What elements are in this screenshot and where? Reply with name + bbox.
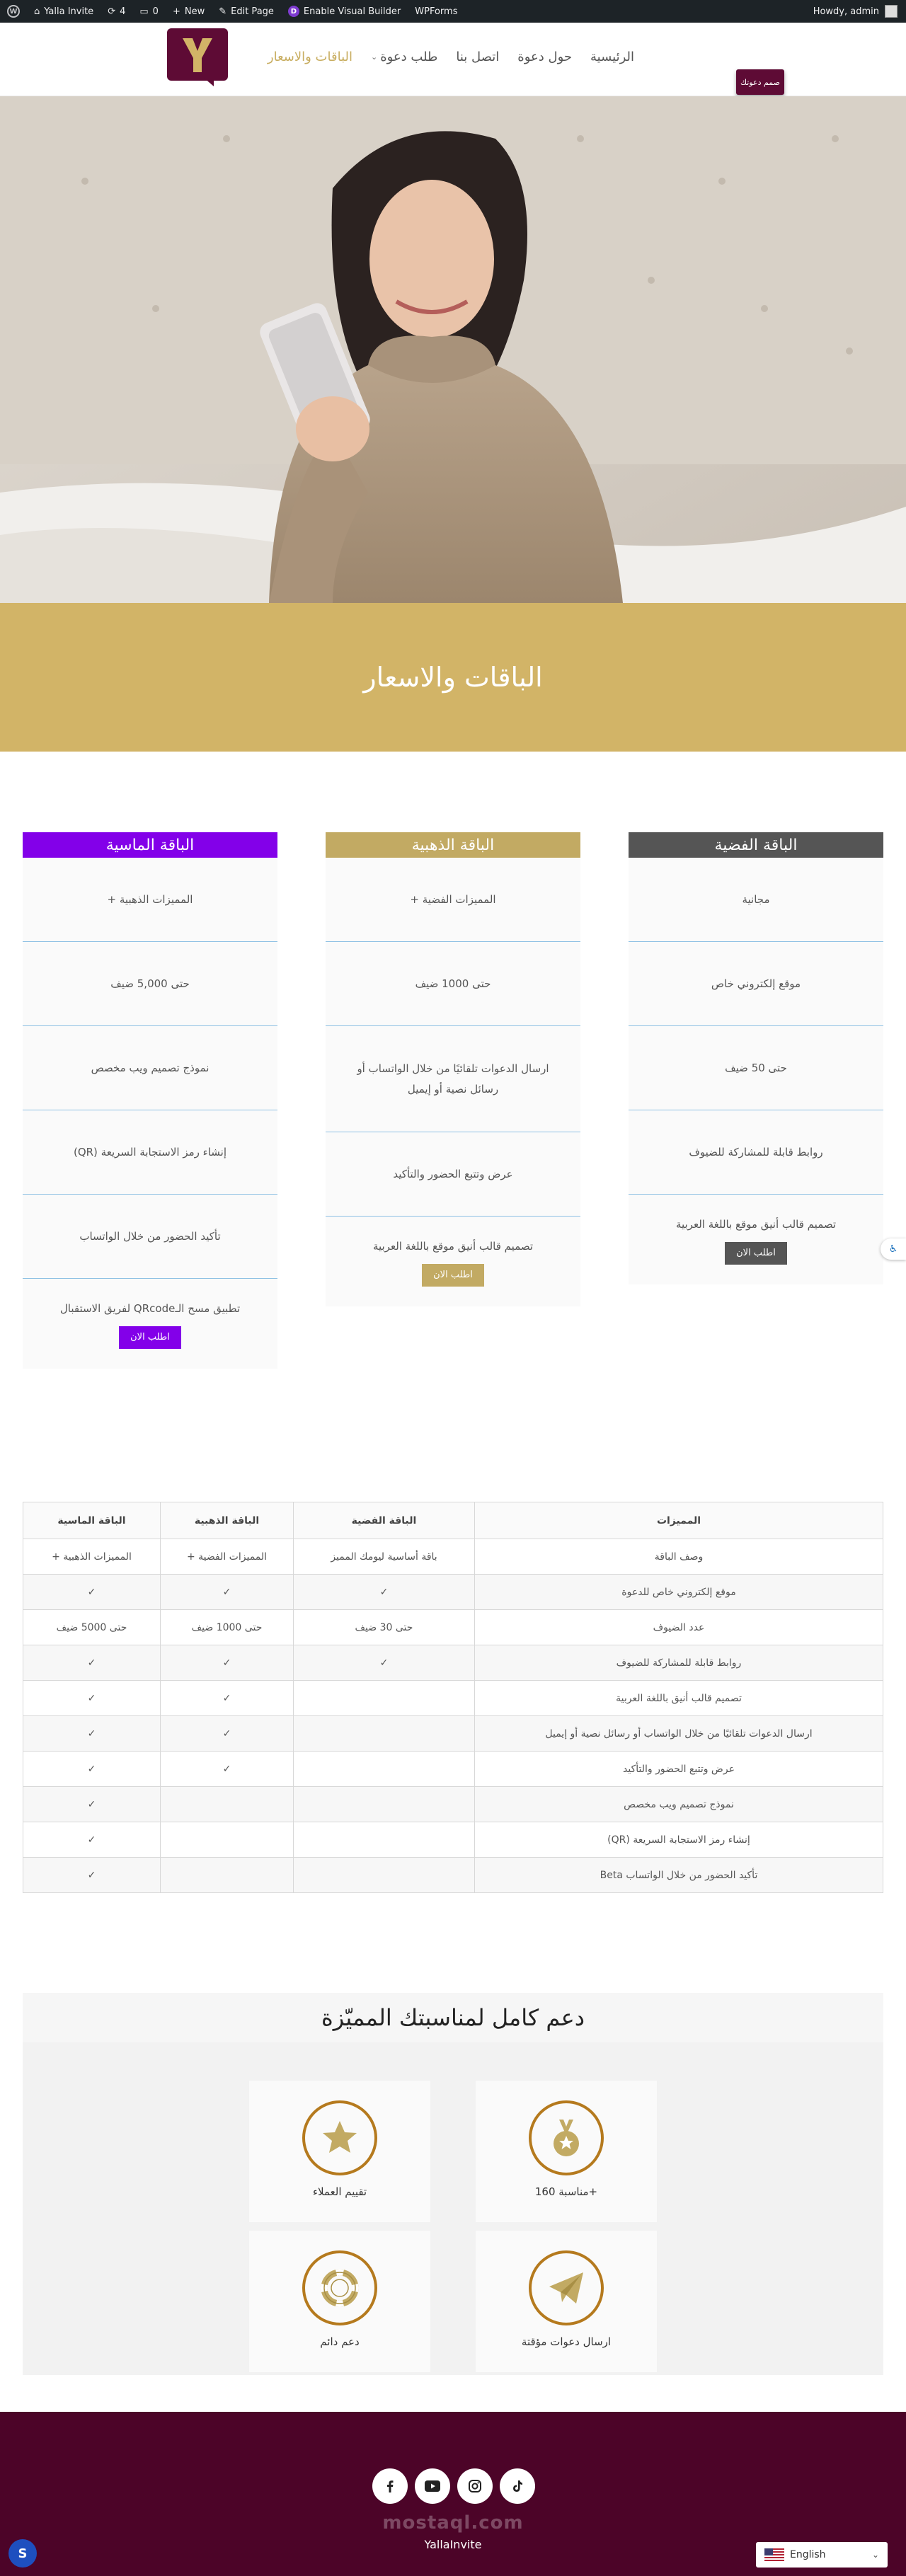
card-feature: حتى 5,000 ضيف [23, 942, 277, 1026]
avatar[interactable] [885, 5, 898, 18]
pencil-icon: ✎ [219, 6, 227, 17]
woman-with-phone-photo [0, 96, 906, 603]
table-cell: وصف الباقة [475, 1539, 883, 1575]
logo-y-icon [181, 35, 214, 75]
table-cell: حتى 5000 ضيف [23, 1610, 161, 1645]
star-icon [302, 2100, 377, 2175]
star-graphic [319, 2117, 361, 2159]
divi-icon: D [288, 6, 299, 17]
feature-box-reviews [249, 2081, 430, 2222]
table-row [23, 1681, 883, 1716]
table-cell: ✓ [23, 1787, 161, 1822]
table-cell: ✓ [161, 1575, 294, 1610]
site-name-link[interactable]: ⌂ Yalla Invite [34, 6, 94, 17]
facebook-glyph [383, 2479, 397, 2493]
nav-request-invite[interactable]: ⌄ طلب دعوة [370, 50, 438, 64]
comment-icon: ▭ [139, 6, 149, 17]
card-feature: حتى 50 ضيف [629, 1026, 883, 1110]
wpforms-link[interactable]: WPForms [415, 6, 458, 17]
table-cell: + المميزات الفضية [161, 1539, 294, 1575]
table-cell: ✓ [294, 1645, 475, 1681]
column-header: الباقة الماسية [23, 1502, 161, 1539]
card-feature: تصميم قالب أنيق موقع باللغة العربية [675, 1218, 837, 1231]
nav-packages[interactable]: الباقات والاسعار [267, 50, 352, 64]
nav-about[interactable]: حول دعوة [517, 50, 572, 64]
home-icon: ⌂ [34, 6, 40, 17]
card-feature: لفريق الاستقبال QRcodeتطبيق مسح الـ [59, 1302, 241, 1315]
tiktok-icon[interactable] [500, 2468, 535, 2504]
table-cell: حتى 30 ضيف [294, 1610, 475, 1645]
table-cell [294, 1858, 475, 1893]
feature-box-events [476, 2081, 657, 2222]
table-cell: ✓ [294, 1575, 475, 1610]
hero-image [0, 96, 906, 603]
support-section [23, 1993, 883, 2375]
main-nav [268, 50, 634, 64]
youtube-glyph [425, 2480, 440, 2492]
chat-widget-button[interactable] [8, 2539, 37, 2568]
site-header [0, 23, 906, 96]
paper-plane-graphic [545, 2267, 587, 2309]
column-header: الباقة الذهبية [161, 1502, 294, 1539]
table-row [23, 1645, 883, 1681]
table-cell [161, 1858, 294, 1893]
feature-label: تقييم العملاء [312, 2185, 367, 2198]
card-title: الباقة الماسية [23, 832, 277, 858]
order-now-button[interactable]: اطلب الان [725, 1242, 787, 1265]
card-feature: عرض وتتبع الحضور والتأكيد [326, 1132, 580, 1217]
nav-contact[interactable]: اتصل بنا [456, 50, 500, 64]
table-cell: ✓ [23, 1575, 161, 1610]
comparison-table [23, 1502, 883, 1893]
medal-icon [529, 2100, 604, 2175]
us-flag-icon [764, 2548, 784, 2561]
table-header-row [23, 1502, 883, 1539]
medal-graphic [545, 2117, 587, 2159]
table-cell: (QR) إنشاء رمز الاستجابة السريعة [475, 1822, 883, 1858]
column-header: المميزات [475, 1502, 883, 1539]
card-feature: مجانية [629, 858, 883, 942]
table-cell: نموذج تصميم ويب مخصص [475, 1787, 883, 1822]
table-cell: ✓ [23, 1858, 161, 1893]
table-cell: تصميم قالب أنيق باللغة العربية [475, 1681, 883, 1716]
table-cell: ✓ [23, 1681, 161, 1716]
admin-bar [0, 0, 906, 23]
table-cell: ✓ [23, 1645, 161, 1681]
card-feature: روابط قابلة للمشاركة للضيوف [629, 1110, 883, 1195]
card-feature: (QR) إنشاء رمز الاستجابة السريعة [23, 1110, 277, 1195]
instagram-glyph [468, 2479, 482, 2493]
edit-page-link[interactable]: ✎ Edit Page [219, 6, 274, 17]
logo-tail [204, 78, 214, 86]
table-row [23, 1539, 883, 1575]
wordpress-icon: W [7, 5, 20, 18]
table-row [23, 1752, 883, 1787]
tiktok-glyph [510, 2479, 524, 2493]
table-cell: حتى 1000 ضيف [161, 1610, 294, 1645]
table-cell: روابط قابلة للمشاركة للضيوف [475, 1645, 883, 1681]
card-feature: ارسال الدعوات تلقائيًا من خلال الواتساب أو رسائل نصية أو إيميل [326, 1026, 580, 1132]
card-feature: حتى 1000 ضيف [326, 942, 580, 1026]
card-feature-last [326, 1217, 580, 1306]
table-row [23, 1858, 883, 1893]
table-cell: ✓ [23, 1752, 161, 1787]
table-cell: ✓ [23, 1822, 161, 1858]
table-row [23, 1610, 883, 1645]
table-row [23, 1822, 883, 1858]
table-cell [294, 1787, 475, 1822]
card-feature: نموذج تصميم ويب مخصص [23, 1026, 277, 1110]
card-title: الباقة الفضية [629, 832, 883, 858]
card-feature: تأكيد الحضور من خلال الواتساب [23, 1195, 277, 1279]
card-feature-last [629, 1195, 883, 1284]
chat-logo-icon: S [18, 2546, 28, 2561]
support-header [23, 1993, 883, 2042]
language-label: English [790, 2549, 826, 2560]
table-cell [294, 1752, 475, 1787]
card-title: الباقة الذهبية [326, 832, 580, 858]
order-now-button[interactable]: اطلب الان [422, 1264, 484, 1287]
card-feature: + المميزات الفضية [326, 858, 580, 942]
chevron-down-icon: ⌄ [871, 2550, 879, 2560]
feature-label: دعم دائم [320, 2335, 360, 2348]
logo-badge [167, 28, 228, 81]
table-cell: باقة أساسية ليومك المميز [294, 1539, 475, 1575]
table-row [23, 1716, 883, 1752]
pricing-card-gold [326, 832, 580, 1306]
pricing-card-silver [629, 832, 883, 1284]
page-title-band [0, 603, 906, 752]
feature-label: مناسبة 160+ [534, 2185, 598, 2198]
card-feature: موقع إلكتروني خاص [629, 942, 883, 1026]
feature-label: ارسال دعوات مؤقتة [521, 2335, 612, 2348]
plus-icon: + [172, 6, 180, 17]
table-cell [294, 1716, 475, 1752]
site-logo[interactable] [167, 28, 229, 85]
refresh-icon: ⟳ [108, 6, 116, 17]
table-cell: Beta تأكيد الحضور من خلال الواتساب [475, 1858, 883, 1893]
table-cell: ✓ [23, 1716, 161, 1752]
accessibility-toggle[interactable] [881, 1238, 906, 1260]
paper-plane-icon [529, 2250, 604, 2325]
table-cell: ✓ [161, 1716, 294, 1752]
lifebuoy-icon [302, 2250, 377, 2325]
howdy-link[interactable]: Howdy, admin [813, 6, 879, 17]
lifebuoy-graphic [319, 2267, 361, 2309]
footer-brand: YallaInvite [424, 2538, 482, 2551]
facebook-icon[interactable] [372, 2468, 408, 2504]
table-cell [294, 1822, 475, 1858]
table-cell: ✓ [161, 1681, 294, 1716]
column-header: الباقة الفضية [294, 1502, 475, 1539]
order-now-button[interactable]: اطلب الان [119, 1326, 181, 1350]
watermark: mostaql.com [382, 2512, 524, 2534]
language-switcher[interactable] [756, 2542, 888, 2568]
card-feature: + المميزات الذهبية [23, 858, 277, 942]
page-title: الباقات والاسعار [363, 662, 543, 693]
wordpress-logo-button[interactable] [0, 0, 27, 23]
table-cell [294, 1681, 475, 1716]
table-cell: عدد الضيوف [475, 1610, 883, 1645]
nav-home[interactable]: الرئيسية [590, 50, 634, 64]
table-cell: ✓ [161, 1645, 294, 1681]
comments-link[interactable]: ▭ 0 [139, 6, 159, 17]
support-title: دعم كامل لمناسبتك المميّزة [321, 2004, 585, 2031]
visual-builder-link[interactable]: D Enable Visual Builder [281, 0, 408, 23]
table-cell: موقع إلكتروني خاص للدعوة [475, 1575, 883, 1610]
chevron-down-icon: ⌄ [370, 52, 378, 62]
table-row [23, 1787, 883, 1822]
table-cell: ارسال الدعوات تلقائيًا من خلال الواتساب أو رسائل نصية أو إيميل [475, 1716, 883, 1752]
feature-box-support [249, 2231, 430, 2372]
social-links [372, 2468, 535, 2504]
table-cell: + المميزات الذهبية [23, 1539, 161, 1575]
accessibility-icon: ♿ [888, 1243, 898, 1255]
table-cell: عرض وتتبع الحضور والتأكيد [475, 1752, 883, 1787]
table-cell [161, 1787, 294, 1822]
new-content-link[interactable]: + New [172, 6, 205, 17]
card-feature-last [23, 1279, 277, 1369]
design-invite-button[interactable]: صمم دعوتك [736, 69, 784, 95]
instagram-icon[interactable] [457, 2468, 493, 2504]
table-cell [161, 1822, 294, 1858]
updates-link[interactable]: ⟳ 4 [108, 6, 126, 17]
table-cell: ✓ [161, 1752, 294, 1787]
youtube-icon[interactable] [415, 2468, 450, 2504]
table-row [23, 1575, 883, 1610]
card-feature: تصميم قالب أنيق موقع باللغة العربية [372, 1240, 534, 1253]
feature-box-send [476, 2231, 657, 2372]
pricing-card-diamond [23, 832, 277, 1369]
